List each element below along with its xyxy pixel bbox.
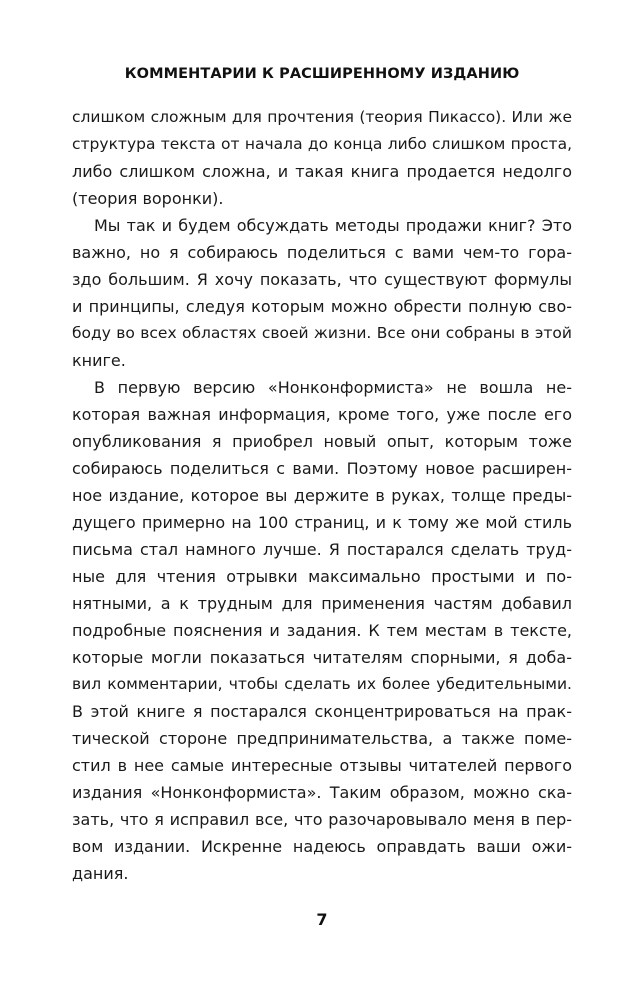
text-line: вил комментарии, чтобы сделать их более убедительными. [72, 675, 572, 693]
text-line: и принципы, следуя которым можно обрести полную сво- [72, 297, 572, 316]
text-line: структура текста от начала до конца либо слишком проста, [72, 135, 572, 153]
page-number: 7 [316, 910, 328, 929]
paragraph [72, 212, 572, 374]
text-line: либо слишком сложна, и такая книга продается недолго [72, 162, 572, 181]
text-line: опубликования я приобрел новый опыт, которым тоже [72, 432, 572, 451]
text-line: слишком сложным для прочтения (теория Пикассо). Или же [72, 108, 572, 126]
text-line: Мы так и будем обсуждать методы продажи книг? Это [94, 216, 572, 235]
text-line: дания. [72, 864, 129, 883]
text-line: боду во всех областях своей жизни. Все они собраны в этой [72, 324, 572, 342]
text-line: тической стороне предпринимательства, а также поме- [72, 729, 572, 748]
text-line: ные для чтения отрывки максимально простыми и по- [72, 567, 572, 586]
text-line: нятными, а к трудным для применения частям добавил [72, 594, 572, 613]
text-line: стил в нее самые интересные отзывы читателей первого [72, 756, 572, 775]
text-line: книге. [72, 351, 126, 370]
running-header: КОММЕНТАРИИ К РАСШИРЕННОМУ ИЗДАНИЮ [124, 66, 520, 82]
text-line: вом издании. Искренне надеюсь оправдать ваши ожи- [72, 837, 572, 856]
text-line: письма стал намного лучше. Я постарался сделать труд- [72, 540, 572, 559]
text-line: дущего примерно на 100 страниц, и к тому же мой стиль [72, 513, 572, 532]
text-line: (теория воронки). [72, 189, 224, 208]
paragraph [72, 104, 572, 212]
text-line: зать, что я исправил все, что разочаровывало меня в пер- [72, 810, 572, 829]
text-line: которые могли показаться читателям спорными, я доба- [72, 648, 572, 667]
text-line: собираюсь поделиться с вами. Поэтому новое расширен- [72, 459, 572, 478]
text-line: ное издание, которое вы держите в руках, толще преды- [72, 486, 572, 505]
text-line: издания «Нонконформиста». Таким образом, можно ска- [72, 783, 572, 802]
paragraph [72, 374, 572, 887]
text-line: здо большим. Я хочу показать, что существуют формулы [72, 270, 572, 289]
text-line: В этой книге я постарался сконцентрироваться на прак- [72, 702, 572, 721]
text-line: важно, но я собираюсь поделиться с вами чем-то гора- [72, 243, 572, 262]
text-line: В первую версию «Нонконформиста» не вошла не- [94, 378, 572, 397]
text-line: которая важная информация, кроме того, уже после его [72, 405, 572, 424]
page-body [72, 104, 572, 887]
text-line: подробные пояснения и задания. К тем местам в тексте, [72, 621, 572, 640]
